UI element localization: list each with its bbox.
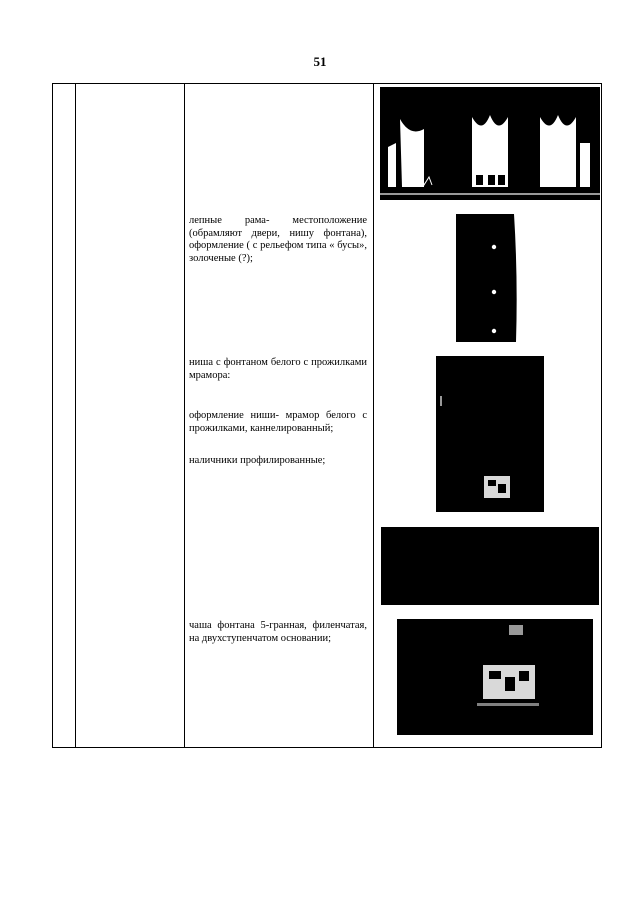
description-fountain-bowl: чаша фонтана 5-гранная, филенчатая, на двухступенчатом основании; — [189, 620, 367, 644]
molding-frame-photo — [456, 214, 526, 342]
description-molding: лепные рама- местоположение (обрамляют двери, нишу фонтана), оформление ( с рельефом типа « бусы», золоченые (?); — [189, 215, 367, 264]
fountain-niche-photo — [436, 356, 544, 512]
description-niche-decor: оформление ниши- мрамор белого с прожилками, каннелированный; — [189, 410, 367, 434]
description-niche: ниша с фонтаном белого с прожилками мрамора: — [189, 357, 367, 381]
fountain-bowl-photo — [397, 619, 593, 735]
column-divider — [184, 84, 185, 747]
description-casings: наличники профилированные; — [189, 455, 326, 466]
dark-strip-photo — [381, 527, 599, 605]
arched-windows-photo — [380, 87, 600, 200]
description-table — [52, 83, 602, 748]
column-divider — [75, 84, 76, 747]
column-divider — [373, 84, 374, 747]
page-number: 51 — [313, 54, 327, 69]
